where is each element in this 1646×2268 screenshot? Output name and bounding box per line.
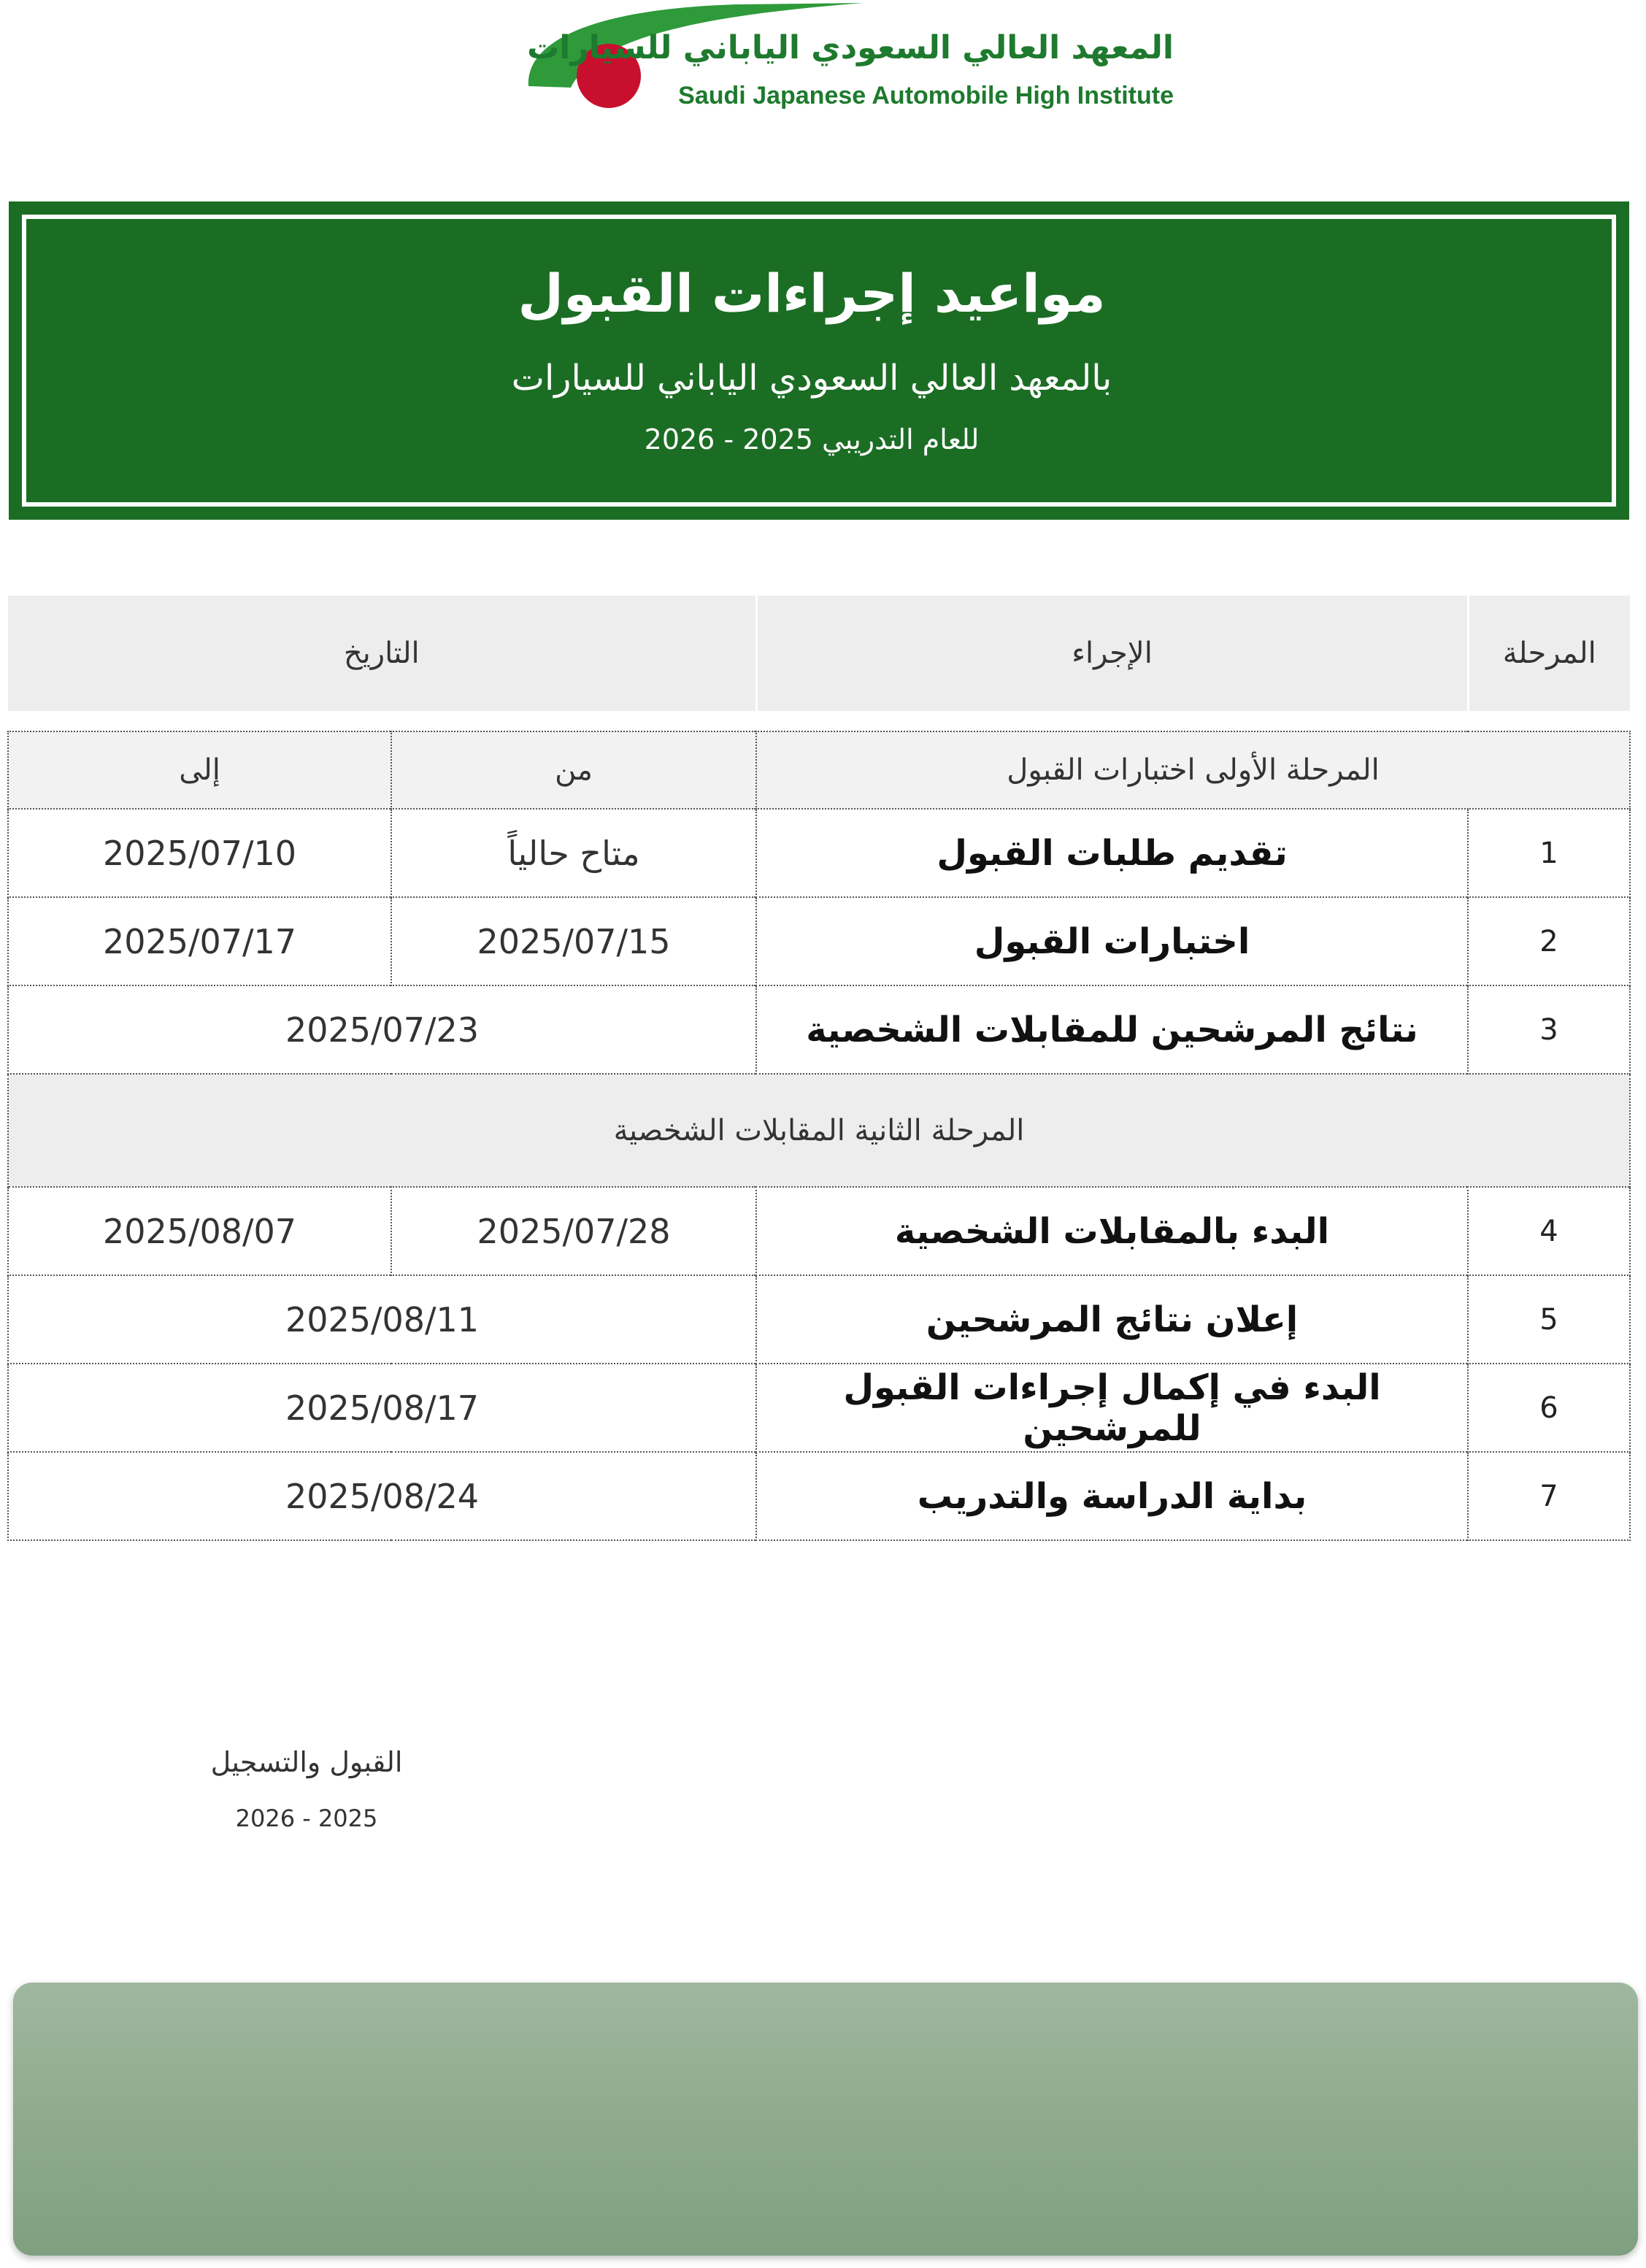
table-row — [8, 1187, 1630, 1275]
phase1-row — [8, 731, 1630, 809]
institute-logo — [520, 0, 1184, 117]
row-procedure: إعلان نتائج المرشحين — [756, 1275, 1468, 1364]
row-procedure: بداية الدراسة والتدريب — [756, 1452, 1468, 1540]
row-from-date: 2025/07/28 — [391, 1187, 756, 1275]
header-stage: المرحلة — [1468, 596, 1630, 711]
table-row — [8, 809, 1630, 897]
row-date: 2025/08/17 — [8, 1364, 756, 1452]
header-date: التاريخ — [8, 596, 756, 711]
page-title: مواعيد إجراءات القبول — [518, 263, 1106, 324]
phase2-label: المرحلة الثانية المقابلات الشخصية — [8, 1074, 1630, 1187]
row-procedure: نتائج المرشحين للمقابلات الشخصية — [756, 985, 1468, 1074]
table-row — [8, 1452, 1630, 1540]
to-label: إلى — [8, 731, 391, 809]
from-label: من — [391, 731, 756, 809]
row-procedure: البدء في إكمال إجراءات القبول للمرشحين — [756, 1364, 1468, 1452]
row-from-date: 2025/07/15 — [391, 897, 756, 985]
admission-schedule-table — [7, 596, 1631, 1541]
institute-subtitle: بالمعهد العالي السعودي الياباني للسيارات — [511, 358, 1112, 399]
row-number: 5 — [1468, 1275, 1630, 1364]
header-procedure: الإجراء — [756, 596, 1468, 711]
logo-arabic-name: المعهد العالي السعودي الياباني للسيارات — [527, 29, 1174, 66]
row-date: 2025/07/23 — [8, 985, 756, 1074]
phase2-row — [8, 1074, 1630, 1187]
academic-year: للعام التدريبي 2025 - 2026 — [644, 423, 980, 455]
row-to-date: 2025/07/10 — [8, 809, 391, 897]
footer-year: 2026 - 2025 — [235, 1804, 378, 1832]
row-procedure: اختبارات القبول — [756, 897, 1468, 985]
title-banner — [9, 201, 1629, 520]
row-date: 2025/08/11 — [8, 1275, 756, 1364]
row-number: 2 — [1468, 897, 1630, 985]
row-to-date: 2025/08/07 — [8, 1187, 391, 1275]
banner-frame — [22, 215, 1616, 507]
table-row — [8, 1275, 1630, 1364]
table-header-row — [8, 596, 1630, 711]
row-date: 2025/08/24 — [8, 1452, 756, 1540]
table-row — [8, 897, 1630, 985]
row-number: 1 — [1468, 809, 1630, 897]
table-row — [8, 985, 1630, 1074]
row-from-date: متاح حالياً — [391, 809, 756, 897]
header-spacer — [8, 711, 1630, 731]
row-procedure: تقديم طلبات القبول — [756, 809, 1468, 897]
table-row — [8, 1364, 1630, 1452]
row-to-date: 2025/07/17 — [8, 897, 391, 985]
row-number: 3 — [1468, 985, 1630, 1074]
logo-english-name: Saudi Japanese Automobile High Institute — [678, 82, 1174, 109]
row-number: 6 — [1468, 1364, 1630, 1452]
phase1-label: المرحلة الأولى اختبارات القبول — [756, 731, 1630, 809]
spacer-cell — [8, 711, 1630, 731]
footer-panel — [13, 1983, 1638, 2256]
row-procedure: البدء بالمقابلات الشخصية — [756, 1187, 1468, 1275]
department-name: القبول والتسجيل — [210, 1746, 403, 1778]
row-number: 7 — [1468, 1452, 1630, 1540]
row-number: 4 — [1468, 1187, 1630, 1275]
